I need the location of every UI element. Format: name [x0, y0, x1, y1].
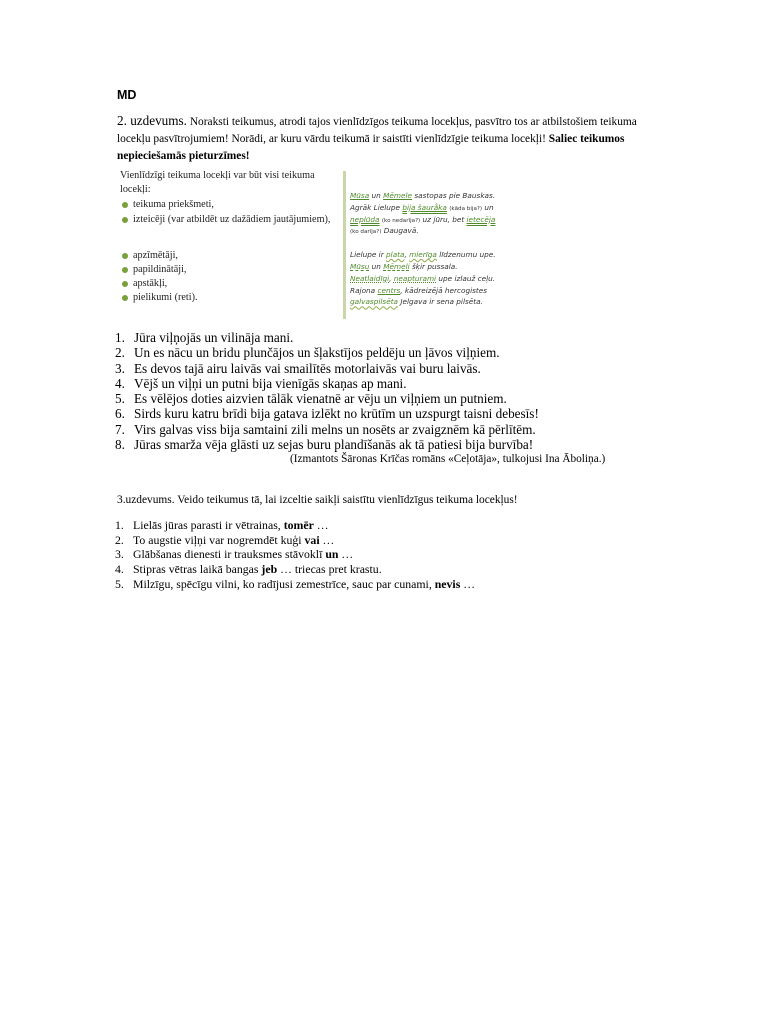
reference-box — [117, 169, 499, 320]
rule-list-bottom — [120, 249, 342, 306]
list-item: 5. Es vēlējos doties aizvien tālāk vienatnē ar vēju un viļņiem un putniem. — [115, 391, 507, 407]
rule-item: apzīmētāji, — [120, 249, 342, 263]
example-line: Agrāk Lielupe bija šauråka (kāda bija?) un — [350, 202, 494, 212]
list-item: 1. Jūra viļņojās un vilināja mani. — [115, 330, 294, 345]
source-credit: (Izmantots Šāronas Krīčas romāns «Ceļotāja», tulkojusi Ina Āboliņa.) — [290, 453, 606, 465]
rule-item: izteicēji (var atbildēt uz dažādiem jautājumiem), — [120, 213, 342, 227]
list-item: 2. Un es nācu un bridu plunčājos un šļakstījos peldēju un ļāvos viļņiem. — [115, 345, 500, 361]
task2-sentence-list — [115, 330, 539, 452]
list-item: 2. To augstie viļņi var nogremdēt kuģi vai … — [115, 532, 335, 547]
task2-title: 2. uzdevums. — [117, 113, 187, 128]
task2-text: Noraksti teikumus, atrodi tajos vienlīdzīgos teikuma locekļus, pasvītro tos ar atbilstošiem teikuma locekļu pasvītrojumiem! Norādi, ar kuru vārdu teikumā ir saistīti vienlīdzīgie teikuma locekļi! — [117, 116, 637, 145]
example-line: (ko darīja?) Daugavā. — [350, 226, 419, 236]
list-item: 5. Milzīgu, spēcīgu vilni, ko radījusi zemestrīce, sauc par cunami, nevis … — [115, 576, 476, 591]
reference-examples — [350, 169, 499, 308]
task3-list — [115, 518, 475, 592]
task2-bold-note: Saliec teikumos nepieciešamās pieturzīmes! — [117, 133, 625, 162]
list-item: 6. Sirds kuru katru brīdi bija gatava izlēkt no krūtīm un uzspurgt taisni debesīs! — [115, 406, 539, 422]
task3-instructions: 3.uzdevums. Veido teikumus tā, lai izceltie saikļi saistītu vienlīdzīgus teikuma locekļus! — [117, 494, 518, 506]
reference-intro: Vienlīdzīgi teikuma locekļi var būt visi teikuma locekļi: — [120, 170, 315, 196]
example-line: Rajona centrs, kādreizējā hercogistes — [350, 285, 488, 295]
list-item: 4. Vējš un viļņi un putni bija vienīgās skaņas ap mani. — [115, 375, 407, 391]
list-item: 3. Es devos tajā airu laivās vai smailītēs motorlaivās vai buru laivās. — [115, 360, 481, 376]
list-item: 1. Lielās jūras parasti ir vētrainas, tomēr … — [115, 518, 329, 532]
bullet-dot-icon — [122, 253, 128, 259]
bullet-dot-icon — [122, 202, 128, 208]
rule-list-top — [120, 198, 342, 226]
list-item: 7. Virs galvas viss bija samtaini zili melns un nosēts ar zvaigznēm kā pērlītēm. — [115, 421, 536, 437]
bullet-dot-icon — [122, 217, 128, 223]
rule-item: apstākļi, — [120, 277, 342, 291]
reference-rules — [120, 169, 342, 306]
example-line: Mūsu un Mēmeli šķir pussala. — [350, 261, 458, 271]
example-line: neplūda (ko nedarīja?) uz jūru, bet ietecēja — [350, 214, 496, 224]
list-item: 3. Glābšanas dienesti ir trauksmes stāvoklī un … — [115, 547, 354, 562]
rule-item: pielikumi (reti). — [120, 291, 342, 305]
rule-item: teikuma priekšmeti, — [120, 198, 342, 212]
example-line: Mūsa un Mēmele sastopas pie Bauskas. — [350, 191, 496, 200]
bullet-dot-icon — [122, 267, 128, 273]
bullet-dot-icon — [122, 295, 128, 301]
example-line: galvaspilsēta Jelgava ir sena pilsēta. — [350, 297, 483, 307]
rule-item: papildinātāji, — [120, 263, 342, 277]
reference-divider — [343, 171, 346, 319]
bullet-dot-icon — [122, 281, 128, 287]
example-line: Lielupe ir plata, mierīga līdzenumu upe. — [350, 250, 496, 260]
list-item: 8. Jūras smarža vēja glāsti uz sejas buru plandīšanās ak tā patiesi bija burvība! — [115, 437, 534, 453]
list-item: 4. Stipras vētras laikā bangas jeb … triecas pret krastu. — [115, 562, 382, 577]
header-label: MD — [117, 88, 137, 102]
example-line: Neatlaidīgi, neapturami upe izlauž ceļu. — [350, 273, 496, 283]
task2-instructions — [117, 112, 647, 165]
